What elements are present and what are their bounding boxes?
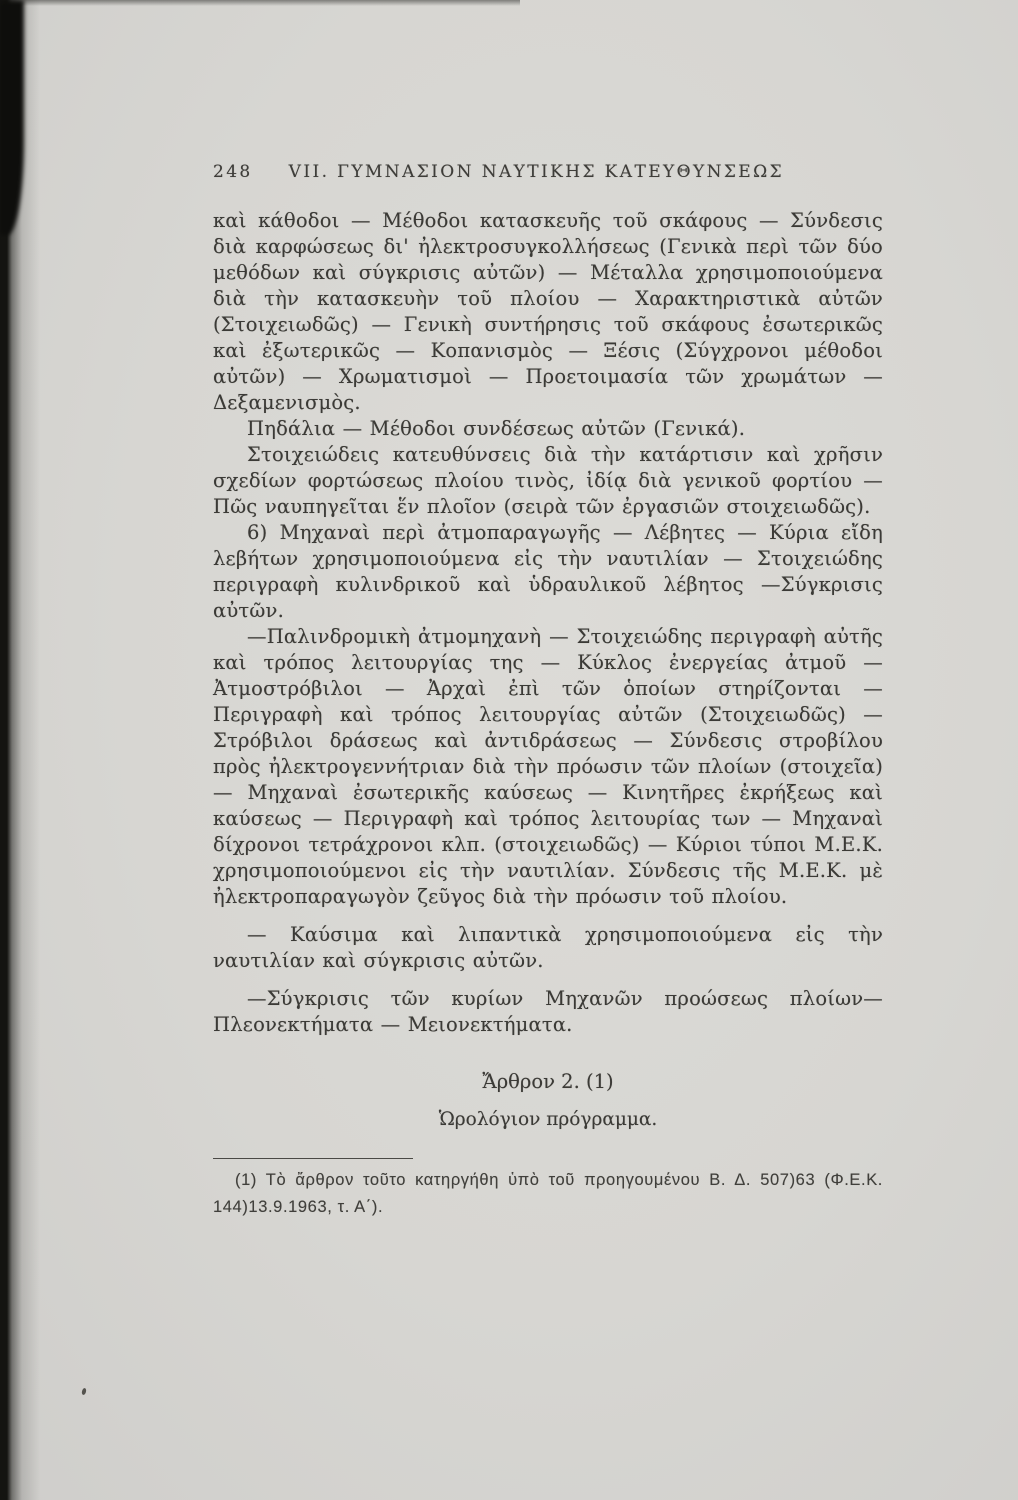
body-paragraph: Πηδάλια — Μέθοδοι συνδέσεως αὐτῶν (Γενικά). bbox=[247, 417, 746, 440]
body-paragraph: 6) Μηχαναὶ περὶ ἀτμοπαραγωγῆς — Λέβητες — Κύρια εἴδη λεβήτων χρησιμοποιούμενα εἰς τὴν ναυτιλίαν — Στοιχειώδης περιγραφὴ κυλινδρικοῦ καὶ ὑδραυλικοῦ λέβητος —Σύγκρισις αὐτῶν. bbox=[213, 521, 883, 622]
body-paragraph: —Σύγκρισις τῶν κυρίων Μηχανῶν προώσεως πλοίων— Πλεονεκτήματα — Μειονεκτήματα. bbox=[213, 987, 883, 1036]
chapter-title: VII. ΓΥΜΝΑΣΙΟΝ ΝΑΥΤΙΚΗΣ ΚΑΤΕΥΘΥΝΣΕΩΣ bbox=[288, 162, 785, 182]
text-column bbox=[213, 162, 883, 1221]
footnote-divider bbox=[213, 1158, 413, 1159]
scan-left-edge-shadow bbox=[0, 0, 40, 1500]
body-text bbox=[213, 208, 883, 1038]
footnote-block bbox=[213, 1158, 883, 1221]
body-paragraph: — Καύσιμα καὶ λιπαντικὰ χρησιμοποιούμενα εἰς τὴν ναυτιλίαν καὶ σύγκρισις αὐτῶν. bbox=[213, 923, 883, 972]
body-paragraph: καὶ κάθοδοι — Μέθοδοι κατασκευῆς τοῦ σκάφους — Σύνδεσις διὰ καρφώσεως δι' ἠλεκτροσυγκολλήσεως (Γενικὰ περὶ τῶν δύο μεθόδων καὶ σύγκρισις αὐτῶν) — Μέταλλα χρησιμοποιούμενα διὰ τὴν κατασκευὴν τοῦ πλοίου — Χαρακτηριστικὰ αὐτῶν (Στοιχειωδῶς) — Γενικὴ συντήρησις τοῦ σκάφους ἐσωτερικῶς καὶ ἐξωτερικῶς — Κοπανισμὸς — Ξέσις (Σύγχρονοι μέθοδοι αὐτῶν) — Χρωματισμοὶ — Προετοιμασία τῶν χρωμάτων — Δεξαμενισμὸς. bbox=[213, 209, 883, 414]
footnote-text: (1) Τὸ ἄρθρον τοῦτο κατηργήθη ὑπὸ τοῦ προηγουμένου Β. Δ. 507)63 (Φ.Ε.Κ. 144)13.9.1963, τ. Α΄). bbox=[213, 1171, 883, 1216]
body-paragraph: —Παλινδρομικὴ ἀτμομηχανὴ — Στοιχειώδης περιγραφὴ αὐτῆς καὶ τρόπος λειτουργίας της — Κύκλος ἐνεργείας ἀτμοῦ — Ἀτμοστρόβιλοι — Ἀρχαὶ ἐπὶ τῶν ὁποίων στηρίζονται — Περιγραφὴ καὶ τρόπος λειτουργίας αὐτῶν (Στοιχειωδῶς) — Στρόβιλοι δράσεως καὶ ἀντιδράσεως — Σύνδεσις στροβίλου πρὸς ἠλεκτρογεννήτριαν διὰ τὴν πρόωσιν τῶν πλοίων (στοιχεῖα) — Μηχαναὶ ἐσωτερικῆς καύσεως — Κινητῆρες ἐκρήξεως καὶ καύσεως — Περιγραφὴ καὶ τρόπος λειτουρίας των — Μηχαναὶ δίχρονοι τετράχρονοι κλπ. (στοιχειωδῶς) — Κύριοι τύποι Μ.Ε.Κ. χρησιμοποιούμενοι εἰς τὴν ναυτιλίαν. Σύνδεσις τῆς Μ.Ε.Κ. μὲ ἠλεκτροπαραγωγὸν ζεῦγος διὰ τὴν πρόωσιν τοῦ πλοίου. bbox=[213, 625, 883, 908]
body-paragraph: Στοιχειώδεις κατευθύνσεις διὰ τὴν κατάρτισιν καὶ χρῆσιν σχεδίων φορτώσεως πλοίου τινὸς, ἰδίᾳ διὰ γενικοῦ φορτίου — Πῶς ναυπηγεῖται ἕν πλοῖον (σειρὰ τῶν ἐργασιῶν στοιχειωδῶς). bbox=[213, 443, 883, 518]
scan-corner-blob bbox=[0, 0, 24, 235]
scan-ink-speck bbox=[81, 1388, 87, 1396]
article-subheading: Ὡρολόγιον πρόγραμμα. bbox=[438, 1109, 658, 1130]
article-heading: Ἄρθρον 2. (1) bbox=[482, 1070, 614, 1093]
scan-top-edge-shadow bbox=[0, 0, 520, 6]
article-block bbox=[213, 1070, 883, 1130]
running-head bbox=[213, 162, 883, 182]
page-number: 248 bbox=[213, 162, 253, 182]
